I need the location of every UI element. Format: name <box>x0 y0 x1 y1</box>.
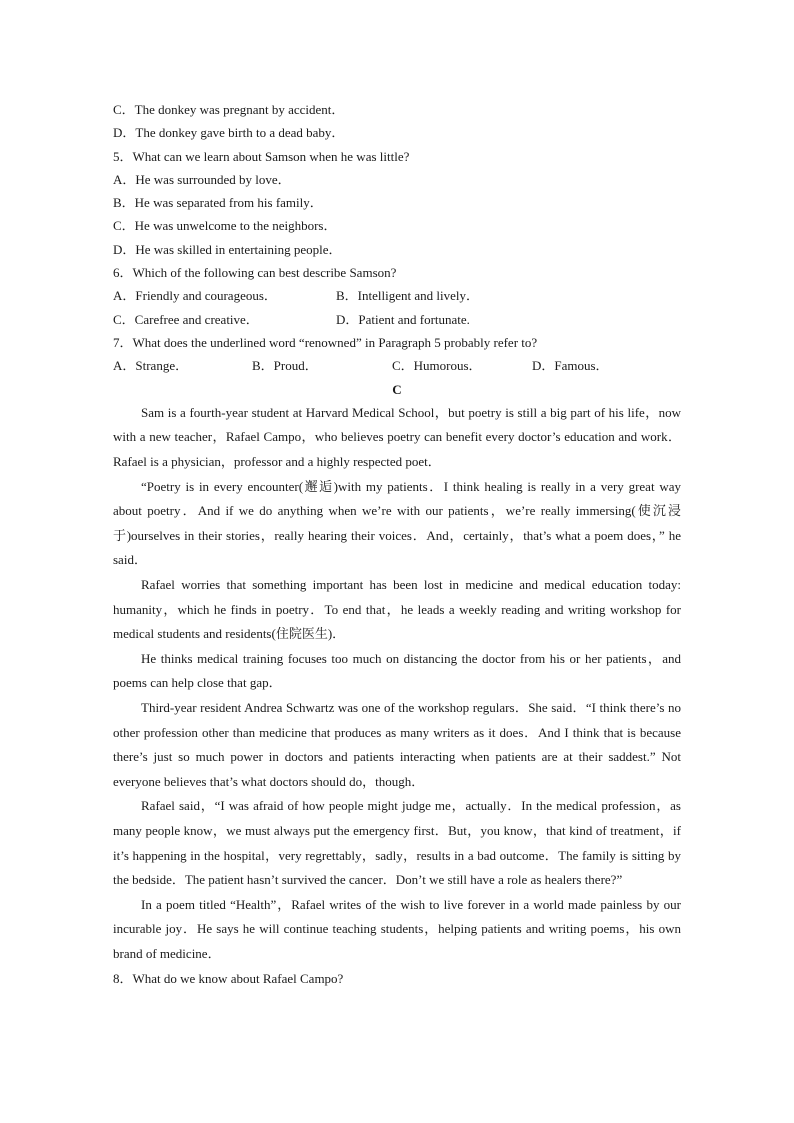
q6-option-a: A．Friendly and courageous． <box>113 288 277 304</box>
q7-option-a: A．Strange． <box>113 358 189 374</box>
q5-option-d: D．He was skilled in entertaining people． <box>113 241 342 257</box>
passage-paragraph-6: Rafael said，“I was afraid of how people might judge me，actually．In the medical profession，as many people know，we must always put the emergency first．But，you know，that kind of treatment，if it’s happening in the hospital，very regrettably，sadly，results in a bad outcome．The family is sitting by the bedside．The patient hasn’t survived the cancer．Don’t we still have a role as healers there?” <box>113 798 681 888</box>
q7-stem: 7．What does the underlined word “renowned” in Paragraph 5 probably refer to? <box>113 334 538 350</box>
passage-paragraph-4: He thinks medical training focuses too much on distancing the doctor from his or her patients，and poems can help close that gap． <box>113 650 681 691</box>
q7-option-d: D．Famous． <box>532 358 609 374</box>
q5-stem: 5．What can we learn about Samson when he was little? <box>113 148 410 164</box>
passage-paragraph-2: “Poetry is in every encounter(邂逅)with my patients．I think healing is really in a very great way about poetry．And if we do anything when we’re with our patients，we’re really immersing(使沉浸于)ourselves in their stories，really hearing their voices．And，certainly，that’s what a poem does，” he said． <box>113 478 681 568</box>
q7-option-c: C．Humorous． <box>392 358 482 374</box>
q5-option-c: C．He was unwelcome to the neighbors． <box>113 218 337 234</box>
section-title: C <box>392 381 402 397</box>
q6-options-row-1 <box>113 284 681 307</box>
q6-option-d: D．Patient and fortunate. <box>336 311 470 327</box>
exam-page <box>113 98 681 990</box>
q6-option-b: B．Intelligent and lively． <box>336 288 479 304</box>
passage-paragraph-7: In a poem titled “Health”，Rafael writes of the wish to live forever in a world made painless by our incurable joy．He says he will continue teaching students，helping patients and writing poems，his own brand of medicine． <box>113 896 681 961</box>
q7-options-row <box>113 354 681 377</box>
q7-option-b: B．Proud． <box>252 358 318 374</box>
passage-paragraph-3: Rafael worries that something important has been lost in medicine and medical education today: humanity，which he finds in poetry．To end that，he leads a weekly reading and writing workshop for medical students and residents(住院医生)． <box>113 577 681 642</box>
q8-stem: 8．What do we know about Rafael Campo? <box>113 970 344 986</box>
q6-option-c: C．Carefree and creative． <box>113 311 259 327</box>
q5-option-a: A．He was surrounded by love． <box>113 171 291 187</box>
passage-paragraph-1: Sam is a fourth-year student at Harvard Medical School，but poetry is still a big part of his life，now with a new teacher，Rafael Campo，who believes poetry can benefit every doctor’s education and work．Rafael is a physician，professor and a highly respected poet． <box>113 404 681 470</box>
q5-option-b: B．He was separated from his family． <box>113 195 323 211</box>
q6-stem: 6．Which of the following can best describe Samson? <box>113 265 397 281</box>
q6-options-row-2 <box>113 308 681 331</box>
passage-paragraph-5: Third-year resident Andrea Schwartz was one of the workshop regulars．She said．“I think there’s no other profession other than medicine that produces as many writers as it does．And I think that is because there’s just so much power in doctors and patients interacting when patients are at their saddest.” Not everyone believes that’s what doctors should do，though． <box>113 699 681 789</box>
q4-option-c: C．The donkey was pregnant by accident． <box>113 102 345 117</box>
q4-option-d: D．The donkey gave birth to a dead baby． <box>113 125 345 141</box>
